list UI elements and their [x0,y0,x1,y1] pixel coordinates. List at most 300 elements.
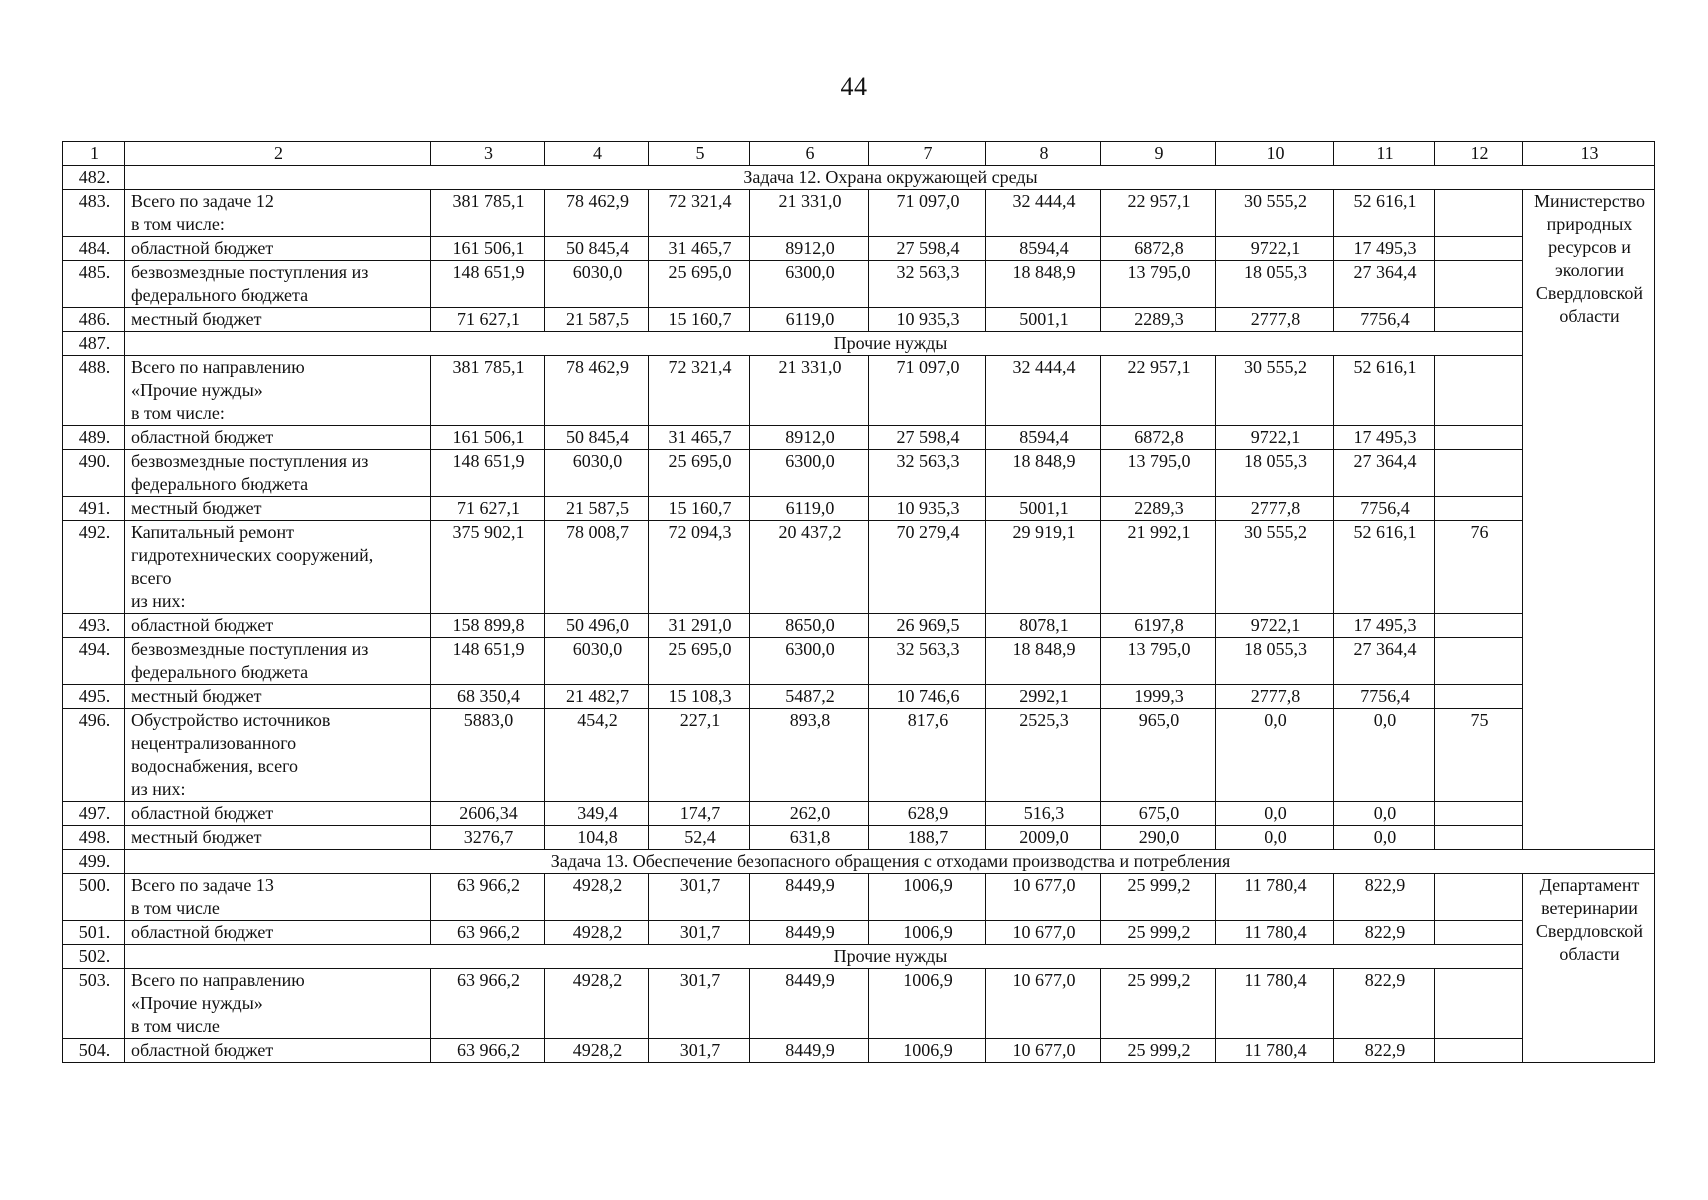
value-cell: 2525,3 [986,709,1101,802]
value-cell: 7756,4 [1334,497,1435,521]
indicator-number [1435,969,1523,1039]
value-cell: 30 555,2 [1216,521,1334,614]
column-header: 13 [1523,142,1655,166]
budget-table [62,141,1655,1063]
value-cell: 148 651,9 [431,638,545,685]
value-cell: 6030,0 [545,261,649,308]
value-cell: 227,1 [649,709,750,802]
value-cell: 8449,9 [750,921,869,945]
value-cell: 11 780,4 [1216,921,1334,945]
value-cell: 893,8 [750,709,869,802]
row-number: 500. [63,874,125,921]
value-cell: 6872,8 [1101,237,1216,261]
header-row [63,142,1655,166]
value-cell: 0,0 [1334,826,1435,850]
value-cell: 50 845,4 [545,426,649,450]
row-label-line: «Прочие нужды» [131,380,263,400]
row-label [125,450,431,497]
indicator-number [1435,356,1523,426]
row-label-line: местный бюджет [131,309,262,329]
value-cell: 25 999,2 [1101,969,1216,1039]
indicator-number [1435,614,1523,638]
row-label [125,969,431,1039]
row-label [125,261,431,308]
value-cell: 72 094,3 [649,521,750,614]
value-cell: 1006,9 [869,1039,986,1063]
value-cell: 8912,0 [750,237,869,261]
value-cell: 18 848,9 [986,450,1101,497]
row-label-line: Всего по задаче 12 [131,191,274,211]
column-header: 4 [545,142,649,166]
table-row [63,826,1655,850]
row-label [125,308,431,332]
value-cell: 454,2 [545,709,649,802]
value-cell: 22 957,1 [1101,190,1216,237]
value-cell: 18 055,3 [1216,450,1334,497]
row-label-line: Всего по направлению [131,970,305,990]
value-cell: 13 795,0 [1101,261,1216,308]
value-cell: 25 695,0 [649,450,750,497]
row-label-line: областной бюджет [131,922,274,942]
row-label-line: нецентрализованного [131,733,297,753]
row-label-line: безвозмездные поступления из [131,451,369,471]
row-label-line: федерального бюджета [131,474,309,494]
value-cell: 6119,0 [750,497,869,521]
value-cell: 63 966,2 [431,969,545,1039]
value-cell: 32 563,3 [869,638,986,685]
indicator-number [1435,638,1523,685]
value-cell: 22 957,1 [1101,356,1216,426]
indicator-number [1435,921,1523,945]
value-cell: 10 677,0 [986,874,1101,921]
value-cell: 10 935,3 [869,308,986,332]
indicator-number [1435,802,1523,826]
value-cell: 290,0 [1101,826,1216,850]
value-cell: 78 462,9 [545,190,649,237]
value-cell: 63 966,2 [431,921,545,945]
value-cell: 17 495,3 [1334,237,1435,261]
value-cell: 31 291,0 [649,614,750,638]
value-cell: 18 055,3 [1216,261,1334,308]
responsible-line: природных [1546,214,1633,234]
row-label-line: Капитальный ремонт [131,522,294,542]
column-header: 2 [125,142,431,166]
indicator-number [1435,261,1523,308]
column-header: 9 [1101,142,1216,166]
responsible-line: Свердловской [1535,921,1644,941]
table-row [63,356,1655,426]
value-cell: 78 462,9 [545,356,649,426]
value-cell: 8594,4 [986,237,1101,261]
value-cell: 15 160,7 [649,308,750,332]
row-number: 497. [63,802,125,826]
value-cell: 148 651,9 [431,450,545,497]
value-cell: 2777,8 [1216,685,1334,709]
value-cell: 174,7 [649,802,750,826]
value-cell: 2009,0 [986,826,1101,850]
responsible-executor [1523,190,1655,850]
value-cell: 6872,8 [1101,426,1216,450]
value-cell: 32 444,4 [986,356,1101,426]
value-cell: 30 555,2 [1216,356,1334,426]
row-number: 495. [63,685,125,709]
section-row [63,945,1655,969]
value-cell: 2777,8 [1216,308,1334,332]
value-cell: 631,8 [750,826,869,850]
value-cell: 63 966,2 [431,874,545,921]
row-label [125,497,431,521]
row-number: 498. [63,826,125,850]
value-cell: 6030,0 [545,450,649,497]
table-row [63,261,1655,308]
value-cell: 71 627,1 [431,308,545,332]
value-cell: 11 780,4 [1216,969,1334,1039]
value-cell: 15 160,7 [649,497,750,521]
row-label-line: в том числе: [131,403,225,423]
table-row [63,237,1655,261]
value-cell: 21 331,0 [750,356,869,426]
row-label-line: областной бюджет [131,803,274,823]
row-label-line: областной бюджет [131,1040,274,1060]
row-number: 502. [63,945,125,969]
row-label [125,709,431,802]
column-header: 7 [869,142,986,166]
row-number: 486. [63,308,125,332]
value-cell: 71 097,0 [869,190,986,237]
indicator-number [1435,1039,1523,1063]
value-cell: 3276,7 [431,826,545,850]
value-cell: 71 627,1 [431,497,545,521]
row-label-line: областной бюджет [131,427,274,447]
responsible-line: экологии [1555,260,1624,280]
column-header: 11 [1334,142,1435,166]
row-label [125,614,431,638]
row-number: 485. [63,261,125,308]
row-label-line: федерального бюджета [131,285,309,305]
row-number: 492. [63,521,125,614]
indicator-number: 75 [1435,709,1523,802]
responsible-line: ресурсов и [1548,237,1631,257]
value-cell: 2289,3 [1101,308,1216,332]
row-number: 496. [63,709,125,802]
row-label-line: местный бюджет [131,827,262,847]
table-row [63,685,1655,709]
row-number: 504. [63,1039,125,1063]
value-cell: 31 465,7 [649,237,750,261]
value-cell: 8650,0 [750,614,869,638]
value-cell: 822,9 [1334,874,1435,921]
indicator-number [1435,308,1523,332]
value-cell: 148 651,9 [431,261,545,308]
row-label [125,237,431,261]
row-label-line: местный бюджет [131,686,262,706]
row-label-line: из них: [131,591,186,611]
value-cell: 161 506,1 [431,237,545,261]
value-cell: 52 616,1 [1334,356,1435,426]
value-cell: 18 848,9 [986,638,1101,685]
row-label-line: из них: [131,779,186,799]
table-row [63,614,1655,638]
value-cell: 17 495,3 [1334,614,1435,638]
responsible-line: области [1559,306,1620,326]
row-label [125,426,431,450]
value-cell: 25 695,0 [649,261,750,308]
row-label-line: федерального бюджета [131,662,309,682]
value-cell: 11 780,4 [1216,874,1334,921]
row-label [125,1039,431,1063]
value-cell: 4928,2 [545,921,649,945]
value-cell: 52,4 [649,826,750,850]
section-row [63,166,1655,190]
responsible-line: Департамент [1539,875,1640,895]
value-cell: 301,7 [649,874,750,921]
value-cell: 2606,34 [431,802,545,826]
value-cell: 68 350,4 [431,685,545,709]
value-cell: 17 495,3 [1334,426,1435,450]
value-cell: 27 598,4 [869,237,986,261]
row-number: 493. [63,614,125,638]
value-cell: 4928,2 [545,1039,649,1063]
value-cell: 27 364,4 [1334,261,1435,308]
row-number: 484. [63,237,125,261]
value-cell: 161 506,1 [431,426,545,450]
row-label [125,921,431,945]
value-cell: 104,8 [545,826,649,850]
value-cell: 1006,9 [869,969,986,1039]
value-cell: 0,0 [1216,709,1334,802]
value-cell: 18 848,9 [986,261,1101,308]
value-cell: 262,0 [750,802,869,826]
value-cell: 32 563,3 [869,261,986,308]
responsible-line: ветеринарии [1541,898,1638,918]
value-cell: 0,0 [1334,709,1435,802]
value-cell: 21 992,1 [1101,521,1216,614]
column-header: 6 [750,142,869,166]
value-cell: 21 587,5 [545,497,649,521]
value-cell: 11 780,4 [1216,1039,1334,1063]
row-label-line: областной бюджет [131,615,274,635]
value-cell: 8449,9 [750,874,869,921]
row-number: 494. [63,638,125,685]
value-cell: 8594,4 [986,426,1101,450]
value-cell: 25 999,2 [1101,874,1216,921]
row-label-line: безвозмездные поступления из [131,262,369,282]
table-row [63,874,1655,921]
value-cell: 375 902,1 [431,521,545,614]
value-cell: 8449,9 [750,969,869,1039]
value-cell: 6300,0 [750,261,869,308]
value-cell: 10 677,0 [986,1039,1101,1063]
column-header: 8 [986,142,1101,166]
value-cell: 18 055,3 [1216,638,1334,685]
table-row [63,450,1655,497]
value-cell: 822,9 [1334,969,1435,1039]
row-number: 501. [63,921,125,945]
row-label [125,190,431,237]
row-label [125,874,431,921]
responsible-line: области [1559,944,1620,964]
value-cell: 9722,1 [1216,426,1334,450]
table-row [63,521,1655,614]
section-title: Задача 13. Обеспечение безопасного обращения с отходами производства и потребления [125,850,1655,874]
value-cell: 2992,1 [986,685,1101,709]
value-cell: 5487,2 [750,685,869,709]
column-header: 5 [649,142,750,166]
value-cell: 965,0 [1101,709,1216,802]
value-cell: 2289,3 [1101,497,1216,521]
row-label-line: гидротехнических сооружений, [131,545,374,565]
table-row [63,709,1655,802]
value-cell: 7756,4 [1334,308,1435,332]
row-number: 491. [63,497,125,521]
value-cell: 10 677,0 [986,969,1101,1039]
value-cell: 188,7 [869,826,986,850]
value-cell: 516,3 [986,802,1101,826]
value-cell: 158 899,8 [431,614,545,638]
value-cell: 0,0 [1334,802,1435,826]
row-label-line: всего [131,568,172,588]
row-label-line: безвозмездные поступления из [131,639,369,659]
value-cell: 1006,9 [869,921,986,945]
value-cell: 6030,0 [545,638,649,685]
table-row [63,308,1655,332]
value-cell: 349,4 [545,802,649,826]
value-cell: 10 677,0 [986,921,1101,945]
value-cell: 50 845,4 [545,237,649,261]
value-cell: 25 999,2 [1101,1039,1216,1063]
indicator-number [1435,237,1523,261]
value-cell: 381 785,1 [431,190,545,237]
value-cell: 675,0 [1101,802,1216,826]
value-cell: 628,9 [869,802,986,826]
value-cell: 27 364,4 [1334,638,1435,685]
row-number: 489. [63,426,125,450]
indicator-number [1435,426,1523,450]
table-row [63,969,1655,1039]
value-cell: 5883,0 [431,709,545,802]
value-cell: 8449,9 [750,1039,869,1063]
value-cell: 63 966,2 [431,1039,545,1063]
value-cell: 301,7 [649,969,750,1039]
column-header: 10 [1216,142,1334,166]
value-cell: 50 496,0 [545,614,649,638]
value-cell: 25 695,0 [649,638,750,685]
value-cell: 21 331,0 [750,190,869,237]
value-cell: 6119,0 [750,308,869,332]
value-cell: 52 616,1 [1334,521,1435,614]
row-label-line: местный бюджет [131,498,262,518]
value-cell: 817,6 [869,709,986,802]
table-row [63,1039,1655,1063]
row-number: 488. [63,356,125,426]
value-cell: 26 969,5 [869,614,986,638]
section-title: Прочие нужды [125,332,1655,356]
row-label-line: водоснабжения, всего [131,756,299,776]
value-cell: 21 587,5 [545,308,649,332]
row-number: 483. [63,190,125,237]
table-row [63,190,1655,237]
value-cell: 6300,0 [750,638,869,685]
value-cell: 31 465,7 [649,426,750,450]
value-cell: 8912,0 [750,426,869,450]
value-cell: 13 795,0 [1101,638,1216,685]
value-cell: 2777,8 [1216,497,1334,521]
indicator-number [1435,190,1523,237]
value-cell: 6197,8 [1101,614,1216,638]
value-cell: 8078,1 [986,614,1101,638]
table-row [63,497,1655,521]
row-label-line: в том числе [131,898,220,918]
value-cell: 27 364,4 [1334,450,1435,497]
row-label-line: «Прочие нужды» [131,993,263,1013]
row-number: 490. [63,450,125,497]
value-cell: 71 097,0 [869,356,986,426]
page-number: 44 [840,72,868,101]
value-cell: 4928,2 [545,874,649,921]
value-cell: 21 482,7 [545,685,649,709]
row-label [125,638,431,685]
value-cell: 20 437,2 [750,521,869,614]
value-cell: 25 999,2 [1101,921,1216,945]
value-cell: 30 555,2 [1216,190,1334,237]
indicator-number [1435,685,1523,709]
table-row [63,638,1655,685]
value-cell: 0,0 [1216,826,1334,850]
value-cell: 7756,4 [1334,685,1435,709]
value-cell: 32 444,4 [986,190,1101,237]
indicator-number [1435,450,1523,497]
row-number: 482. [63,166,125,190]
indicator-number [1435,826,1523,850]
row-label [125,356,431,426]
value-cell: 29 919,1 [986,521,1101,614]
value-cell: 6300,0 [750,450,869,497]
value-cell: 27 598,4 [869,426,986,450]
value-cell: 72 321,4 [649,190,750,237]
value-cell: 0,0 [1216,802,1334,826]
value-cell: 9722,1 [1216,614,1334,638]
value-cell: 9722,1 [1216,237,1334,261]
row-label [125,521,431,614]
row-label [125,802,431,826]
value-cell: 13 795,0 [1101,450,1216,497]
value-cell: 32 563,3 [869,450,986,497]
value-cell: 1999,3 [1101,685,1216,709]
section-row [63,332,1655,356]
column-header: 1 [63,142,125,166]
row-label-line: в том числе: [131,214,225,234]
value-cell: 78 008,7 [545,521,649,614]
column-header: 3 [431,142,545,166]
row-number: 499. [63,850,125,874]
section-row [63,850,1655,874]
column-header: 12 [1435,142,1523,166]
value-cell: 5001,1 [986,497,1101,521]
value-cell: 381 785,1 [431,356,545,426]
value-cell: 10 746,6 [869,685,986,709]
value-cell: 301,7 [649,1039,750,1063]
table-row [63,921,1655,945]
row-label-line: Обустройство источников [131,710,331,730]
value-cell: 4928,2 [545,969,649,1039]
value-cell: 10 935,3 [869,497,986,521]
section-title: Задача 12. Охрана окружающей среды [125,166,1655,190]
table-row [63,426,1655,450]
value-cell: 72 321,4 [649,356,750,426]
value-cell: 822,9 [1334,921,1435,945]
row-label-line: областной бюджет [131,238,274,258]
value-cell: 70 279,4 [869,521,986,614]
